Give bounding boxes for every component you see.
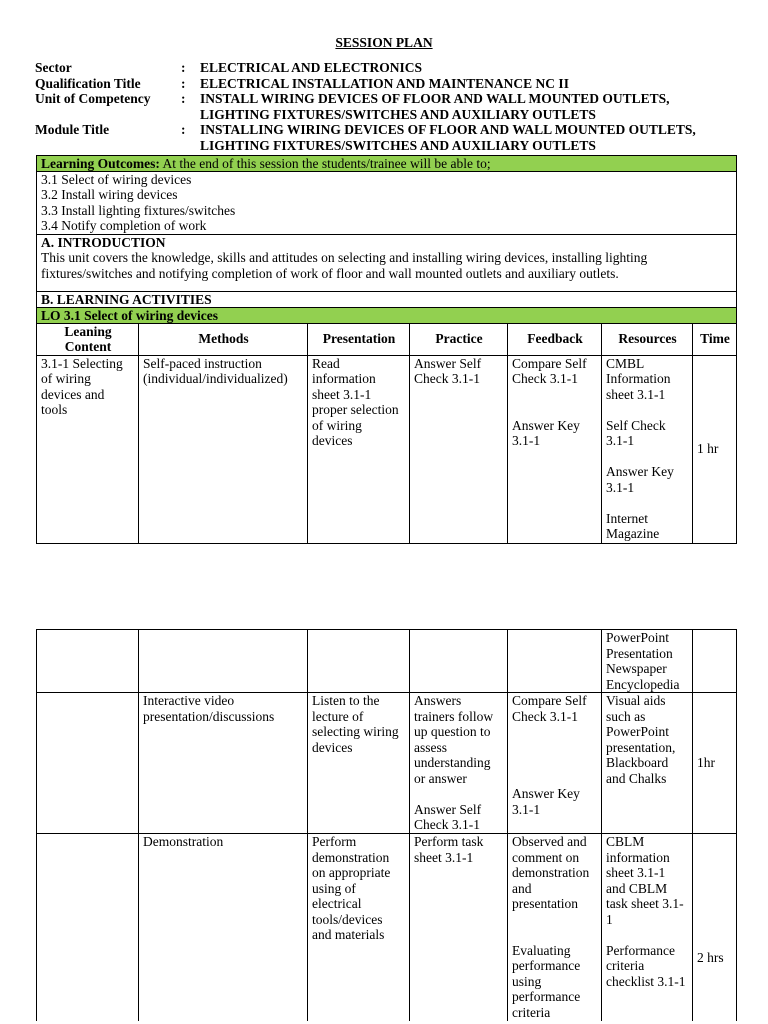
cell-text-line: Internet (606, 510, 648, 526)
cell-presentation (308, 630, 410, 693)
cell-time (693, 834, 737, 1021)
learning-outcome-title-row (37, 307, 737, 323)
cell-text-line: up question to (414, 724, 491, 739)
column-header-time (693, 323, 737, 355)
document-title: SESSION PLAN (335, 35, 433, 50)
cell-time (693, 693, 737, 834)
introduction-text-line: This unit covers the knowledge, skills and attitudes on selecting and installing wiring devices, installing lighting (41, 250, 648, 266)
cell-methods (139, 630, 308, 693)
cell-text-line (512, 755, 598, 771)
cell-text-line (414, 786, 504, 802)
cell-text-line (512, 912, 598, 928)
cell-presentation (308, 355, 410, 543)
cell-text-line: assess (414, 739, 447, 755)
cell-text-line: tools (41, 402, 68, 418)
cell-text-line: Newspaper (606, 661, 667, 676)
cell-text-line: PowerPoint (606, 630, 670, 645)
cell-text-line: Blackboard (606, 755, 669, 770)
cell-text-line (606, 495, 689, 511)
cell-text-line: proper selection (312, 402, 399, 418)
info-row-qualification-title (35, 76, 730, 92)
column-header-text: Time (700, 331, 730, 347)
cell-text-line: or answer (414, 770, 467, 786)
cell-text-line (512, 771, 598, 787)
cell-text-line: such as (606, 708, 646, 724)
cell-text-line: Encyclopedia (606, 676, 680, 692)
cell-text-line: and CBLM (606, 880, 668, 896)
info-label: Module Title (35, 122, 110, 138)
cell-text-line: Compare Self (512, 355, 587, 371)
cell-text-line: information (606, 849, 670, 865)
info-row-module-title (35, 122, 730, 153)
cell-text-line: criteria (606, 958, 645, 973)
introduction-heading: A. INTRODUCTION (41, 234, 166, 250)
cell-text-line: sheet 3.1-1 (312, 386, 372, 402)
table-header-row (37, 323, 737, 355)
cell-resources (602, 834, 693, 1021)
cell-text-line: tools/devices (312, 911, 383, 927)
cell-text-line: CBLM (606, 834, 645, 849)
info-label: Unit of Competency (35, 91, 151, 107)
info-label: Qualification Title (35, 75, 141, 91)
cell-text-line: Demonstration (143, 834, 224, 849)
cell-text-line (606, 927, 689, 943)
cell-text-line: electrical (312, 896, 362, 911)
cell-feedback (508, 834, 602, 1021)
cell-text-line (606, 449, 689, 465)
column-header-methods (139, 323, 308, 355)
learning-outcome-item: 3.2 Install wiring devices (41, 187, 178, 203)
cell-text-line: Read (312, 355, 340, 371)
column-header-text: Resources (618, 331, 677, 347)
cell-text-line: Interactive video (143, 693, 235, 708)
cell-feedback (508, 355, 602, 543)
cell-text-line: trainers follow (414, 708, 494, 724)
cell-text-line: Answer Self (414, 355, 482, 371)
cell-text-line: Answer Self (414, 801, 482, 817)
cell-text-line: Visual aids (606, 693, 666, 708)
info-separator: : (181, 122, 186, 138)
cell-text-line: Presentation (606, 645, 673, 661)
column-header-presentation (308, 323, 410, 355)
cell-practice (410, 693, 508, 834)
cell-text-line: Answer Key (512, 786, 580, 801)
cell-text-line: of wiring (312, 417, 362, 433)
info-value-line: INSTALLING WIRING DEVICES OF FLOOR AND WALL MOUNTED OUTLETS, (200, 122, 696, 138)
cell-text-line: on appropriate (312, 865, 391, 880)
cell-text-line (512, 740, 598, 756)
cell-text-line: presentation/discussions (143, 708, 275, 724)
info-value-line: ELECTRICAL AND ELECTRONICS (200, 60, 423, 75)
cell-text-line: Check 3.1-1 (512, 371, 578, 387)
cell-text-line: and (512, 880, 532, 896)
cell-text-line: 2 hrs (697, 950, 724, 965)
learning-outcomes-banner-row (37, 156, 737, 172)
cell-text-line: information (312, 371, 376, 387)
cell-practice (410, 630, 508, 693)
table-row (37, 355, 737, 543)
cell-learning-content (37, 355, 139, 543)
learning-activities-row (37, 291, 737, 307)
cell-text-line (512, 402, 598, 418)
cell-text-line: 3.1-1 (606, 433, 635, 449)
cell-text-line: Perform (312, 834, 357, 849)
column-header-text: Content (64, 339, 112, 355)
info-separator: : (181, 75, 186, 91)
cell-methods (139, 693, 308, 834)
cell-text-line: 3.1-1 (606, 479, 635, 495)
learning-activities-heading: B. LEARNING ACTIVITIES (41, 291, 212, 307)
cell-text-line: 3.1-1 (512, 433, 541, 449)
info-separator: : (181, 91, 186, 107)
cell-presentation (308, 834, 410, 1021)
column-header-text: Presentation (322, 331, 396, 347)
cell-text-line: Self Check (606, 417, 666, 433)
cell-text-line (606, 402, 689, 418)
cell-resources (602, 693, 693, 834)
table-row (37, 834, 737, 1021)
cell-text-line (512, 724, 598, 740)
cell-text-line: Listen to the (312, 693, 380, 708)
cell-text-line: 1 (606, 911, 613, 927)
info-separator: : (181, 60, 186, 75)
cell-text-line: using of (312, 880, 356, 896)
cell-text-line: presentation, (606, 739, 676, 755)
cell-text-line: Answer Key (606, 464, 674, 480)
cell-text-line: devices (312, 739, 353, 755)
cell-text-line: Perform task (414, 834, 484, 849)
cell-resources (602, 355, 693, 543)
cell-text-line: Check 3.1-1 (414, 817, 480, 832)
info-value (200, 122, 730, 153)
cell-text-line: Evaluating (512, 942, 571, 958)
info-value-line: INSTALL WIRING DEVICES OF FLOOR AND WALL MOUNTED OUTLETS, (200, 91, 670, 107)
cell-text-line: demonstration (312, 849, 390, 865)
info-row-unit-of-competency (35, 91, 730, 122)
column-header-text: Methods (198, 331, 249, 347)
info-row-sector (35, 60, 730, 76)
learning-outcomes-list (37, 172, 737, 235)
cell-text-line: and Chalks (606, 770, 667, 786)
learning-outcome-item: 3.1 Select of wiring devices (41, 172, 192, 187)
cell-text-line: Answer Key (512, 417, 580, 433)
learning-outcomes-list-row (37, 172, 737, 235)
learning-outcomes-line (41, 156, 733, 171)
cell-text-line: using (512, 973, 542, 989)
column-header-text: Practice (435, 331, 483, 347)
cell-text-line: presentation (512, 896, 578, 911)
cell-text-line: performance (512, 989, 581, 1004)
cell-resources (602, 630, 693, 693)
cell-text-line: Check 3.1-1 (512, 708, 578, 724)
info-label: Sector (35, 60, 72, 75)
cell-text-line: and materials (312, 927, 385, 942)
cell-time (693, 355, 737, 543)
cell-text-line: PowerPoint (606, 724, 670, 739)
cell-text-line: lecture of (312, 708, 364, 724)
cell-learning-content (37, 630, 139, 693)
cell-text-line: (individual/individualized) (143, 371, 288, 387)
learning-outcome-item: 3.3 Install lighting fixtures/switches (41, 202, 236, 218)
learning-activities-section (37, 291, 737, 307)
plan-info-block (35, 60, 730, 154)
cell-text-line: understanding (414, 755, 491, 770)
column-header-text: Leaning (64, 323, 112, 339)
info-value (200, 91, 730, 122)
column-header-resources (602, 323, 693, 355)
cell-text-line: Compare Self (512, 693, 587, 708)
cell-text-line: 1 hr (697, 441, 719, 457)
cell-text-line: CMBL (606, 355, 645, 371)
info-value-line: ELECTRICAL INSTALLATION AND MAINTENANCE NC II (200, 75, 569, 91)
cell-text-line: checklist 3.1-1 (606, 973, 686, 989)
column-header-text: Feedback (527, 331, 583, 347)
cell-text-line: sheet 3.1-1 (606, 865, 666, 880)
cell-text-line: Observed and (512, 834, 587, 849)
cell-text-line: task sheet 3.1- (606, 896, 684, 911)
introduction-text-line: fixtures/switches and notifying completion of work of floor and wall mounted outlets and auxiliary outlets. (41, 265, 619, 281)
cell-text-line: demonstration (512, 865, 590, 880)
cell-time (693, 630, 737, 693)
cell-text-line: Magazine (606, 526, 660, 542)
cell-text-line: Information (606, 371, 671, 387)
info-value-line: LIGHTING FIXTURES/SWITCHES AND AUXILIARY OUTLETS (200, 137, 596, 153)
cell-text-line: devices (312, 433, 353, 449)
cell-text-line: selecting wiring (312, 724, 399, 739)
cell-text-line: Self-paced instruction (143, 355, 262, 371)
cell-presentation (308, 693, 410, 834)
cell-text-line (512, 927, 598, 943)
cell-text-line: Answers (414, 693, 462, 708)
session-plan-table-page-1 (36, 155, 737, 544)
table-row (37, 693, 737, 834)
cell-text-line: 3.1-1 Selecting (41, 355, 123, 371)
session-plan-table-page-2 (36, 629, 737, 1021)
cell-text-line: 3.1-1 (512, 801, 541, 817)
cell-feedback (508, 630, 602, 693)
learning-outcome-title: LO 3.1 Select of wiring devices (41, 307, 218, 323)
introduction-section (37, 234, 737, 291)
cell-methods (139, 834, 308, 1021)
column-header-practice (410, 323, 508, 355)
cell-text-line: Check 3.1-1 (414, 371, 480, 387)
cell-text-line: of wiring (41, 371, 91, 387)
cell-text-line: performance (512, 958, 581, 973)
cell-text-line (512, 387, 598, 403)
cell-text-line: criteria (512, 1004, 551, 1020)
learning-outcomes-label: Learning Outcomes: (41, 156, 160, 171)
cell-text-line: 1hr (697, 755, 715, 771)
cell-text-line: Performance (606, 942, 675, 958)
cell-learning-content (37, 693, 139, 834)
introduction-text (41, 250, 733, 281)
cell-text-line: sheet 3.1-1 (414, 849, 474, 865)
cell-text-line: devices and (41, 386, 105, 402)
cell-methods (139, 355, 308, 543)
info-value (200, 60, 730, 76)
info-value (200, 76, 730, 92)
cell-practice (410, 834, 508, 1021)
cell-text-line: sheet 3.1-1 (606, 386, 666, 402)
learning-outcomes-intro: At the end of this session the students/trainee will be able to; (162, 156, 491, 171)
cell-practice (410, 355, 508, 543)
column-header-feedback (508, 323, 602, 355)
cell-feedback (508, 693, 602, 834)
introduction-row (37, 234, 737, 291)
learning-outcome-item: 3.4 Notify completion of work (41, 218, 207, 234)
info-value-line: LIGHTING FIXTURES/SWITCHES AND AUXILIARY OUTLETS (200, 106, 596, 122)
learning-outcome-banner (37, 307, 737, 323)
column-header-learning-content (37, 323, 139, 355)
cell-text-line: comment on (512, 849, 580, 865)
table-row (37, 630, 737, 693)
cell-learning-content (37, 834, 139, 1021)
learning-outcomes-banner (37, 156, 737, 172)
